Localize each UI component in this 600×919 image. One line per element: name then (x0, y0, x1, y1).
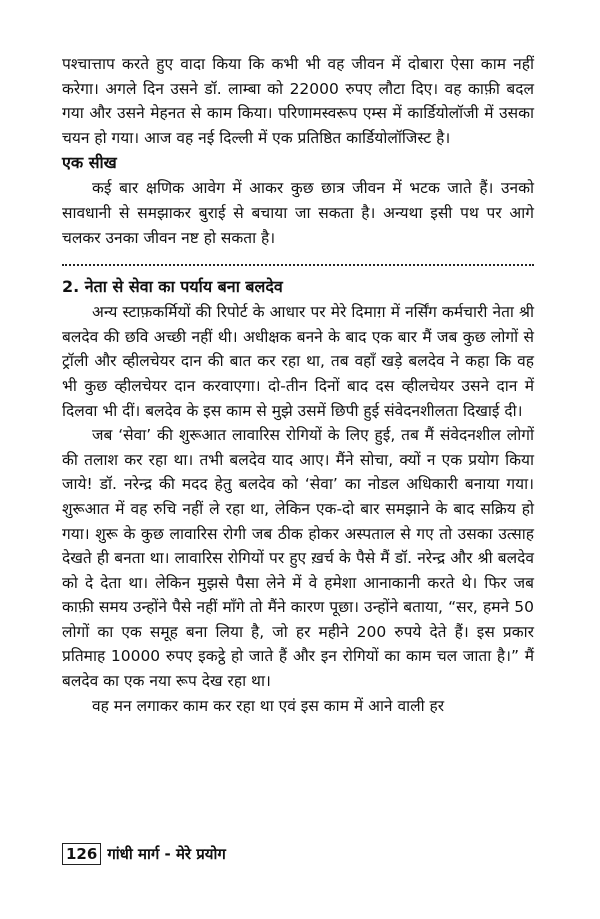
lesson-heading: एक सीख (62, 153, 117, 173)
section2-paragraph-1: अन्य स्टाफ़कर्मियों की रिपोर्ट के आधार पर मेरे दिमाग़ में नर्सिंग कर्मचारी नेता श्री बलदेव की छवि अच्छी नहीं थी। अधीक्षक बनने के बाद एक बार मैं जब कुछ लोगों से ट्रॉली और व्हीलचेयर दान की बात कर रहा था, तब वहाँ खड़े बलदेव ने कहा कि वह भी कुछ व्हीलचेयर दान करवाएगा। दो-तीन दिनों बाद दस व्हीलचेयर उसने दान में दिलवा भी दीं। बलदेव के इस काम से मुझे उसमें छिपी हुई संवेदनशीलता दिखाई दी। (62, 303, 534, 420)
section-divider (62, 264, 534, 266)
lesson-paragraph: कई बार क्षणिक आवेग में आकर कुछ छात्र जीवन में भटक जाते हैं। उनको सावधानी से समझाकर बुराई से बचाया जा सकता है। अन्यथा इसी पथ पर आगे चलकर उनका जीवन नष्ट हो सकता है। (62, 179, 534, 247)
section2-heading: 2. नेता से सेवा का पर्याय बना बलदेव (62, 277, 283, 297)
section2-paragraph-2: जब ‘सेवा’ की शुरूआत लावारिस रोगियों के लिए हुई, तब मैं संवेदनशील लोगों की तलाश कर रहा था। तभी बलदेव याद आए। मैंने सोचा, क्यों न एक प्रयोग किया जाये! डॉ. नरेन्द्र की मदद हेतु बलदेव को ‘सेवा’ का नोडल अधिकारी बनाया गया। शुरूआत में वह रुचि नहीं ले रहा था, लेकिन एक-दो बार समझाने के बाद सक्रिय हो गया। शुरू के कुछ लावारिस रोगी जब ठीक होकर अस्पताल से गए तो उसका उत्साह देखते ही बनता था। लावारिस रोगियों पर हुए ख़र्च के पैसे मैं डॉ. नरेन्द्र और श्री बलदेव को दे देता था। लेकिन मुझसे पैसा लेने में वे हमेशा आनाकानी करते थे। फिर जब काफ़ी समय उन्होंने पैसे नहीं माँगे तो मैंने कारण पूछा। उन्होंने बताया, “सर, हमने 50 लोगों का एक समूह बना लिया है, जो हर महीने 200 रुपये देते हैं। इस प्रकार प्रतिमाह 10000 रुपए इकट्ठे हो जाते हैं और इन रोगियों का काम चल जाता है।” मैं बलदेव का एक नया रूप देख रहा था। (62, 426, 534, 691)
page-footer (62, 843, 226, 865)
section2-paragraph-3: वह मन लगाकर काम कर रहा था एवं इस काम में आने वाली हर (92, 696, 445, 715)
page-number: 126 (62, 843, 101, 865)
page-body (62, 52, 534, 718)
book-title: गांधी मार्ग - मेरे प्रयोग (107, 845, 226, 863)
section1-paragraph-end: पश्चात्ताप करते हुए वादा किया कि कभी भी वह जीवन में दोबारा ऐसा काम नहीं करेगा। अगले दिन उसने डॉ. लाम्बा को 22000 रुपए लौटा दिए। वह काफ़ी बदल गया और उसने मेहनत से काम किया। परिणामस्वरूप एम्स में कार्डियोलॉजी में उसका चयन हो गया। आज वह नई दिल्ली में एक प्रतिष्ठित कार्डियोलॉजिस्ट है। (62, 55, 534, 147)
